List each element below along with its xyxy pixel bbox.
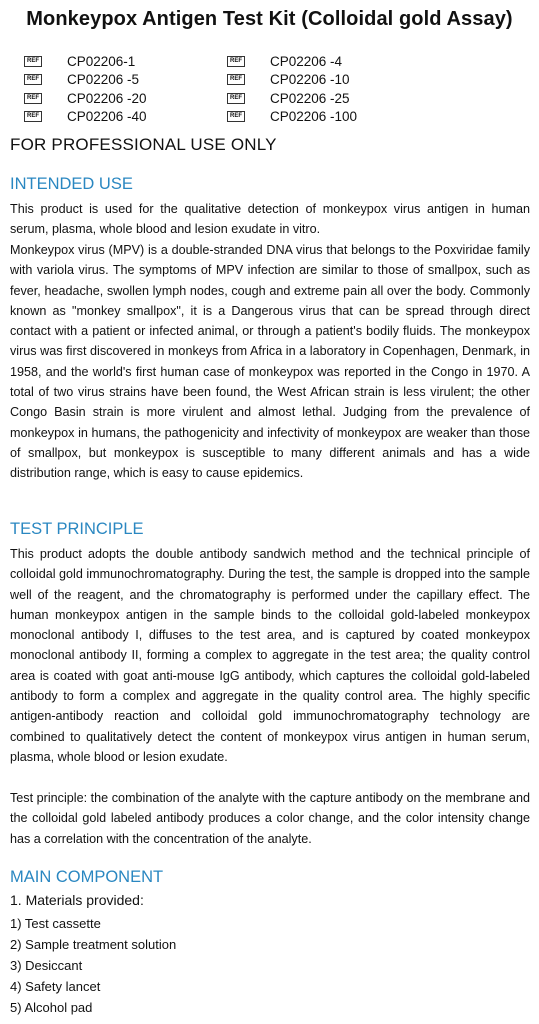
ref-symbol-icon: REF bbox=[24, 56, 42, 67]
list-item: 4) Safety lancet bbox=[10, 979, 101, 994]
test-principle-heading: TEST PRINCIPLE bbox=[10, 520, 144, 538]
materials-list bbox=[10, 913, 176, 1018]
ref-symbol-icon: REF bbox=[227, 93, 245, 104]
professional-use-notice: FOR PROFESSIONAL USE ONLY bbox=[10, 135, 277, 154]
ref-code: CP02206 -20 bbox=[67, 90, 147, 106]
ref-entry bbox=[24, 89, 227, 108]
ref-symbol-icon: REF bbox=[24, 74, 42, 85]
list-item: 2) Sample treatment solution bbox=[10, 937, 177, 952]
main-component-heading: MAIN COMPONENT bbox=[10, 868, 164, 886]
ref-entry bbox=[227, 71, 364, 90]
ref-entry bbox=[24, 52, 227, 71]
monkeypox-background-paragraph: Monkeypox virus (MPV) is a double-stranded DNA virus that belongs to the Poxviridae family with variola virus. The symptoms of MPV infection are similar to those of smallpox, such as fever, headache, swollen lymph nodes, cough and extreme pain all over the body. Commonly known as "monkey smallpox", it is a Dangerous virus that can be spread through direct contact with a patient or infected animal, or through a patient's bodily fluids. The monkeypox virus was first discovered in monkeys from Africa in a laboratory in Copenhagen, Denmark, in 1958, and the world's first human case of monkeypox was reported in the Congo in 1970. A total of two virus strains have been found, the West African strain is less virulent; the other Congo Basin strain is more virulent and almost lethal. Judging from the prevalence of monkeypox in humans, the pathogenicity and infectivity of monkeypox are weaker than those of smallpox, but monkeypox is susceptible to many different animals and has a wide distribution range, which is easy to cause epidemics. bbox=[10, 243, 530, 481]
ref-symbol-icon: REF bbox=[24, 93, 42, 104]
ref-code: CP02206 -4 bbox=[270, 53, 343, 69]
list-item: 1) Test cassette bbox=[10, 916, 101, 931]
ref-symbol-icon: REF bbox=[227, 56, 245, 67]
list-item: 5) Alcohol pad bbox=[10, 1000, 93, 1015]
document-title: Monkeypox Antigen Test Kit (Colloidal gold Assay) bbox=[26, 8, 513, 30]
test-principle-summary-paragraph: Test principle: the combination of the analyte with the capture antibody on the membrane and the colloidal gold labeled antibody produces a color change, and the color intensity change has a correlation with the concentration of the analyte. bbox=[10, 791, 530, 846]
test-principle-paragraph: This product adopts the double antibody sandwich method and the technical principle of colloidal gold immunochromatography. During the test, the sample is dropped into the sample well of the reagent, and the chromatography is performed under the capillary effect. The human monkeypox antigen in the sample binds to the colloidal gold-labeled monkeypox monoclonal antibody I, diffuses to the test area, and is captured by coated monkeypox monoclonal antibody II, forming a complex to aggregate in the test area; the quality control area is coated with goat anti-mouse IgG antibody, which captures the colloidal gold-labeled antibody to form a complex and aggregate in the quality control area. The highly specific antigen-antibody reaction and colloidal gold immunochromatography technology are combined to qualitatively detect the content of monkeypox virus antigen in human serum, plasma, whole blood or lesion exudate. bbox=[10, 547, 530, 764]
ref-entry bbox=[227, 52, 364, 71]
ref-code: CP02206 -5 bbox=[67, 72, 140, 88]
intended-use-heading: INTENDED USE bbox=[10, 175, 133, 193]
ref-code: CP02206 -100 bbox=[270, 109, 358, 125]
list-item: 3) Desiccant bbox=[10, 958, 83, 973]
ref-entry bbox=[227, 108, 364, 127]
ref-entry bbox=[227, 89, 364, 108]
ref-symbol-icon: REF bbox=[227, 74, 245, 85]
ref-symbol-icon: REF bbox=[227, 111, 245, 122]
ref-entry bbox=[24, 108, 227, 127]
ref-code: CP02206-1 bbox=[67, 53, 136, 69]
ref-code: CP02206 -25 bbox=[270, 90, 350, 106]
ref-code: CP02206 -40 bbox=[67, 109, 147, 125]
ref-symbol-icon: REF bbox=[24, 111, 42, 122]
ref-code-grid bbox=[24, 52, 364, 126]
ref-entry bbox=[24, 71, 227, 90]
ref-code: CP02206 -10 bbox=[270, 72, 350, 88]
intended-use-paragraph: This product is used for the qualitative detection of monkeypox virus antigen in human serum, plasma, whole blood and lesion exudate in vitro. bbox=[10, 202, 530, 237]
materials-provided-subheading: 1. Materials provided: bbox=[10, 892, 144, 908]
